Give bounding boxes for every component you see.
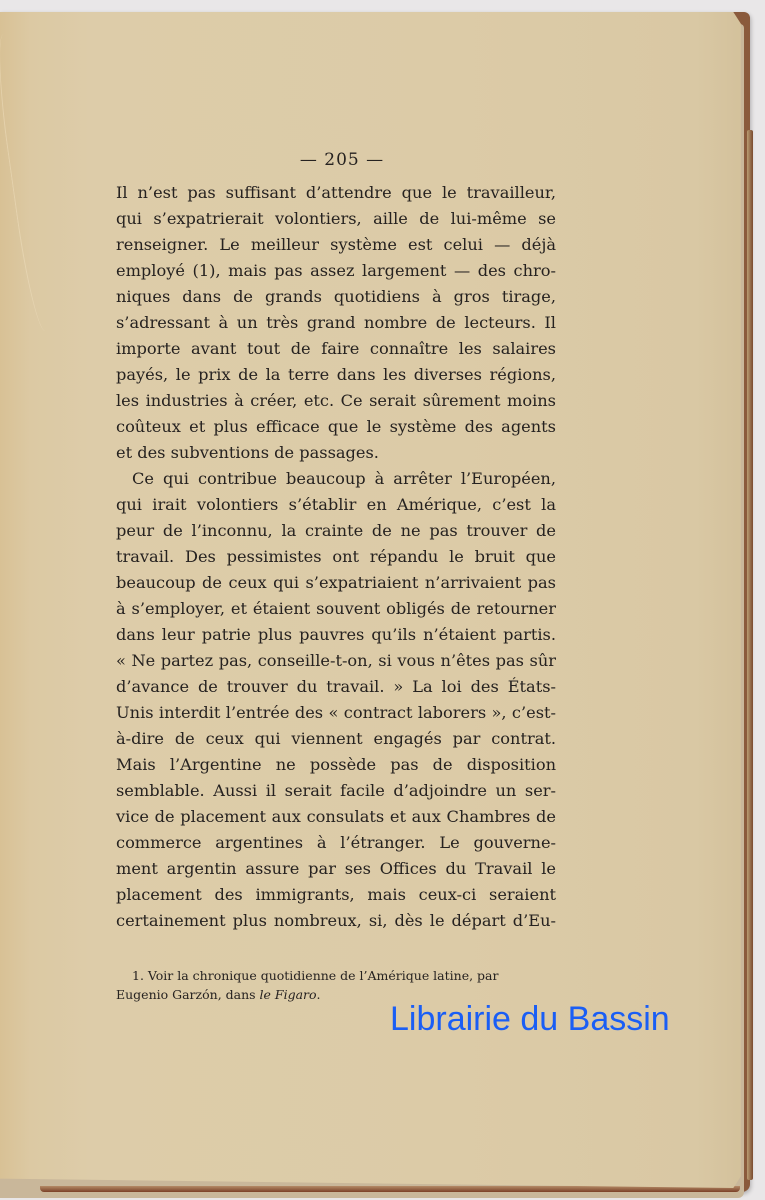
- text-line: à s’employer, et étaient souvent obligés de retourner: [116, 599, 556, 618]
- text-line: vice de placement aux consulats et aux Chambres de: [116, 807, 556, 826]
- footnote: [116, 966, 556, 1004]
- text-line: placement des immigrants, mais ceux-ci seraient: [116, 885, 556, 904]
- text-line: ment argentin assure par ses Offices du Travail le: [116, 859, 556, 878]
- spine-crease: [0, 31, 64, 332]
- footnote-text: .: [316, 987, 321, 1002]
- watermark-text: Librairie du Bassin: [390, 1000, 670, 1038]
- footnote-italic-title: le Figaro: [259, 987, 317, 1002]
- text-line: coûteux et plus efficace que le système des agents: [116, 417, 556, 436]
- footnote-text: Eugenio Garzón, dans: [116, 987, 260, 1002]
- text-line: dans leur patrie plus pauvres qu’ils n’étaient partis.: [116, 625, 556, 644]
- text-line: Unis interdit l’entrée des « contract laborers », c’est-: [116, 703, 556, 722]
- text-line: payés, le prix de la terre dans les diverses régions,: [116, 365, 556, 384]
- text-line: certainement plus nombreux, si, dès le départ d’Eu-: [116, 911, 556, 930]
- text-line: niques dans de grands quotidiens à gros tirage,: [116, 287, 556, 306]
- text-line: à-dire de ceux qui viennent engagés par contrat.: [116, 729, 556, 748]
- page-text-block: [116, 150, 556, 934]
- page-right-edge: [747, 130, 753, 1180]
- footnote-line: 1. Voir la chronique quotidienne de l’Amérique latine, par: [132, 968, 499, 983]
- text-line: renseigner. Le meilleur système est celui — déjà: [116, 235, 556, 254]
- text-line: beaucoup de ceux qui s’expatriaient n’arrivaient pas: [116, 573, 556, 592]
- text-line: Mais l’Argentine ne possède pas de disposition: [116, 755, 556, 774]
- text-line: qui s’expatrierait volontiers, aille de lui-même se: [116, 209, 556, 228]
- text-line: peur de l’inconnu, la crainte de ne pas trouver de: [116, 521, 556, 540]
- text-line: Il n’est pas suffisant d’attendre que le travailleur,: [116, 183, 556, 202]
- text-line: « Ne partez pas, conseille-t-on, si vous n’êtes pas sûr: [116, 651, 556, 670]
- text-line: importe avant tout de faire connaître les salaires: [116, 339, 556, 358]
- text-line: Ce qui contribue beaucoup à arrêter l’Européen,: [132, 469, 556, 488]
- text-line: qui irait volontiers s’établir en Amérique, c’est la: [116, 495, 556, 514]
- text-line: et des subventions de passages.: [116, 443, 379, 462]
- text-line: semblable. Aussi il serait facile d’adjoindre un ser-: [116, 781, 556, 800]
- text-line: s’adressant à un très grand nombre de lecteurs. Il: [116, 313, 556, 332]
- page-number: — 205 —: [299, 150, 385, 170]
- text-line: travail. Des pessimistes ont répandu le bruit que: [116, 547, 556, 566]
- paragraph-1: [116, 180, 556, 466]
- paragraph-2: [116, 466, 556, 934]
- text-line: les industries à créer, etc. Ce serait sûrement moins: [116, 391, 556, 410]
- page-bottom-edge: [40, 1186, 740, 1192]
- text-line: employé (1), mais pas assez largement — des chro-: [116, 261, 556, 280]
- text-line: d’avance de trouver du travail. » La loi des États-: [116, 677, 556, 696]
- text-line: commerce argentines à l’étranger. Le gouverne-: [116, 833, 556, 852]
